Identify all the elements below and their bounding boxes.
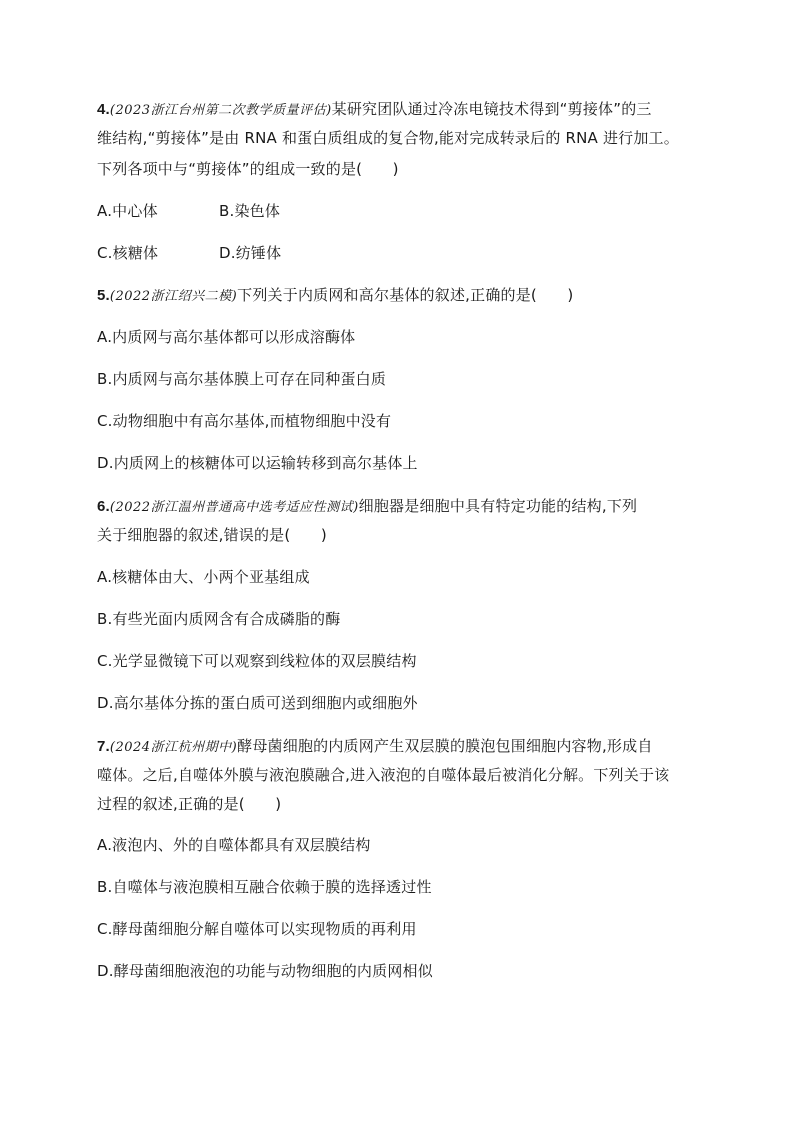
question-stem-text: 细胞器是细胞中具有特定功能的结构,下列 (358, 497, 638, 515)
question-7-option-c: C.酵母菌细胞分解自噬体可以实现物质的再利用 (97, 920, 417, 938)
question-6-stem-line-2: 关于细胞器的叙述,错误的是( ) (97, 526, 327, 544)
question-6-option-d: D.高尔基体分拣的蛋白质可送到细胞内或细胞外 (97, 694, 418, 712)
question-5-stem-line-1 (97, 285, 573, 307)
question-5-option-b: B.内质网与高尔基体膜上可存在同种蛋白质 (97, 370, 387, 388)
question-stem-text: 下列关于内质网和高尔基体的叙述,正确的是( ) (237, 286, 574, 304)
option-a: A.中心体 (97, 202, 158, 220)
question-5-option-a: A.内质网与高尔基体都可以形成溶酶体 (97, 328, 356, 346)
question-4-stem-line-1 (97, 99, 652, 121)
question-6-stem-line-1 (97, 496, 637, 518)
question-6-option-a: A.核糖体由大、小两个亚基组成 (97, 568, 310, 586)
question-stem-text: 某研究团队通过冷冻电镜技术得到“剪接体”的三 (331, 100, 652, 118)
option-c: C.核糖体 (97, 244, 159, 262)
question-5-option-d: D.内质网上的核糖体可以运输转移到高尔基体上 (97, 454, 418, 472)
question-5-option-c: C.动物细胞中有高尔基体,而植物细胞中没有 (97, 412, 392, 430)
question-6-option-b: B.有些光面内质网含有合成磷脂的酶 (97, 610, 341, 628)
question-stem-text: 酵母菌细胞的内质网产生双层膜的膜泡包围细胞内容物,形成自 (237, 737, 653, 755)
question-source: (2022浙江绍兴二模) (109, 289, 238, 304)
question-4-stem-line-3: 下列各项中与“剪接体”的组成一致的是( ) (97, 160, 399, 178)
question-number: 6. (97, 498, 110, 515)
question-number: 7. (97, 738, 110, 755)
question-number: 4. (97, 101, 110, 118)
question-source: (2023浙江台州第二次教学质量评估) (109, 103, 332, 118)
question-4-options-row-1 (97, 201, 357, 221)
question-7-option-b: B.自噬体与液泡膜相互融合依赖于膜的选择透过性 (97, 878, 432, 896)
question-4-options-row-2 (97, 243, 357, 263)
question-7-stem-line-1 (97, 736, 653, 758)
question-number: 5. (97, 287, 110, 304)
question-source: (2022浙江温州普通高中选考适应性测试) (109, 500, 359, 515)
question-source: (2024浙江杭州期中) (109, 740, 238, 755)
question-7-option-a: A.液泡内、外的自噬体都具有双层膜结构 (97, 836, 371, 854)
question-7-stem-line-3: 过程的叙述,正确的是( ) (97, 795, 282, 813)
question-4-stem-line-2: 维结构,“剪接体”是由 RNA 和蛋白质组成的复合物,能对完成转录后的 RNA 进行加工。 (97, 129, 679, 147)
option-b: B.染色体 (219, 202, 281, 220)
option-d: D.纺锤体 (219, 244, 282, 262)
question-6-option-c: C.光学显微镜下可以观察到线粒体的双层膜结构 (97, 652, 417, 670)
question-7-option-d: D.酵母菌细胞液泡的功能与动物细胞的内质网相似 (97, 962, 433, 980)
question-7-stem-line-2: 噬体。之后,自噬体外膜与液泡膜融合,进入液泡的自噬体最后被消化分解。下列关于该 (97, 766, 670, 784)
